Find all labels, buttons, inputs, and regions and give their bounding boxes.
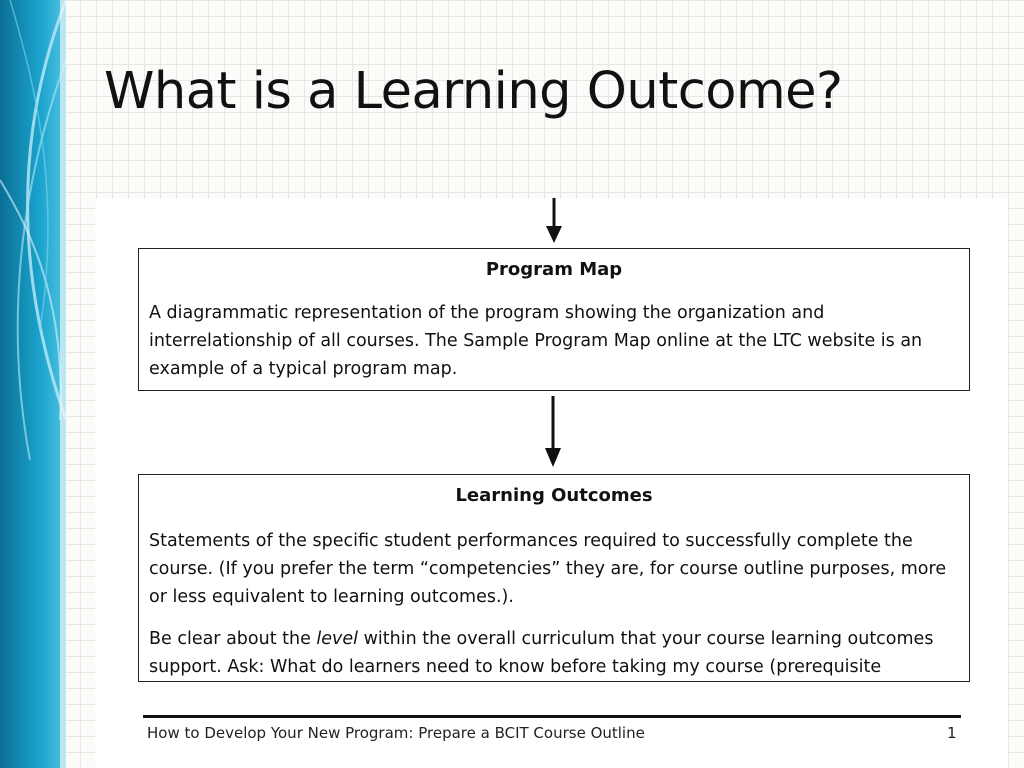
learning-outcomes-heading: Learning Outcomes <box>455 485 653 506</box>
program-map-heading: Program Map <box>485 259 623 280</box>
down-arrow-icon <box>544 396 562 468</box>
decorative-side-strip <box>0 0 66 768</box>
slide-title: What is a Learning Outcome? <box>104 62 843 121</box>
learning-outcomes-line-2: course. (If you prefer the term “competencies” they are, for course outline purposes, more <box>149 559 947 579</box>
learning-outcomes-line-3: or less equivalent to learning outcomes.). <box>149 587 514 607</box>
program-map-box <box>138 248 970 391</box>
learning-outcomes-level-line <box>149 625 964 653</box>
program-map-line-3: example of a typical program map. <box>149 359 458 379</box>
level-text-before: Be clear about the <box>149 629 317 649</box>
learning-outcomes-line-1: Statements of the specific student performances required to successfully complete the <box>149 531 913 551</box>
learning-outcomes-box <box>138 474 970 682</box>
program-map-line-1: A diagrammatic representation of the program showing the organization and <box>149 303 825 323</box>
document-excerpt <box>95 198 1008 768</box>
program-map-line-2: interrelationship of all courses. The Sample Program Map online at the LTC website is an <box>149 331 923 351</box>
level-emphasis: level <box>316 629 359 649</box>
page-number: 1 <box>947 724 957 742</box>
down-arrow-icon <box>545 198 563 244</box>
learning-outcomes-paragraph-1 <box>149 527 964 611</box>
learning-outcomes-paragraph-2 <box>149 625 964 681</box>
level-text-after: within the overall curriculum that your course learning outcomes <box>358 629 934 649</box>
learning-outcomes-ask-line: support. Ask: What do learners need to know before taking my course (prerequisite <box>149 657 882 677</box>
footer-divider <box>143 715 961 718</box>
document-footer: How to Develop Your New Program: Prepare a BCIT Course Outline <box>147 724 645 742</box>
